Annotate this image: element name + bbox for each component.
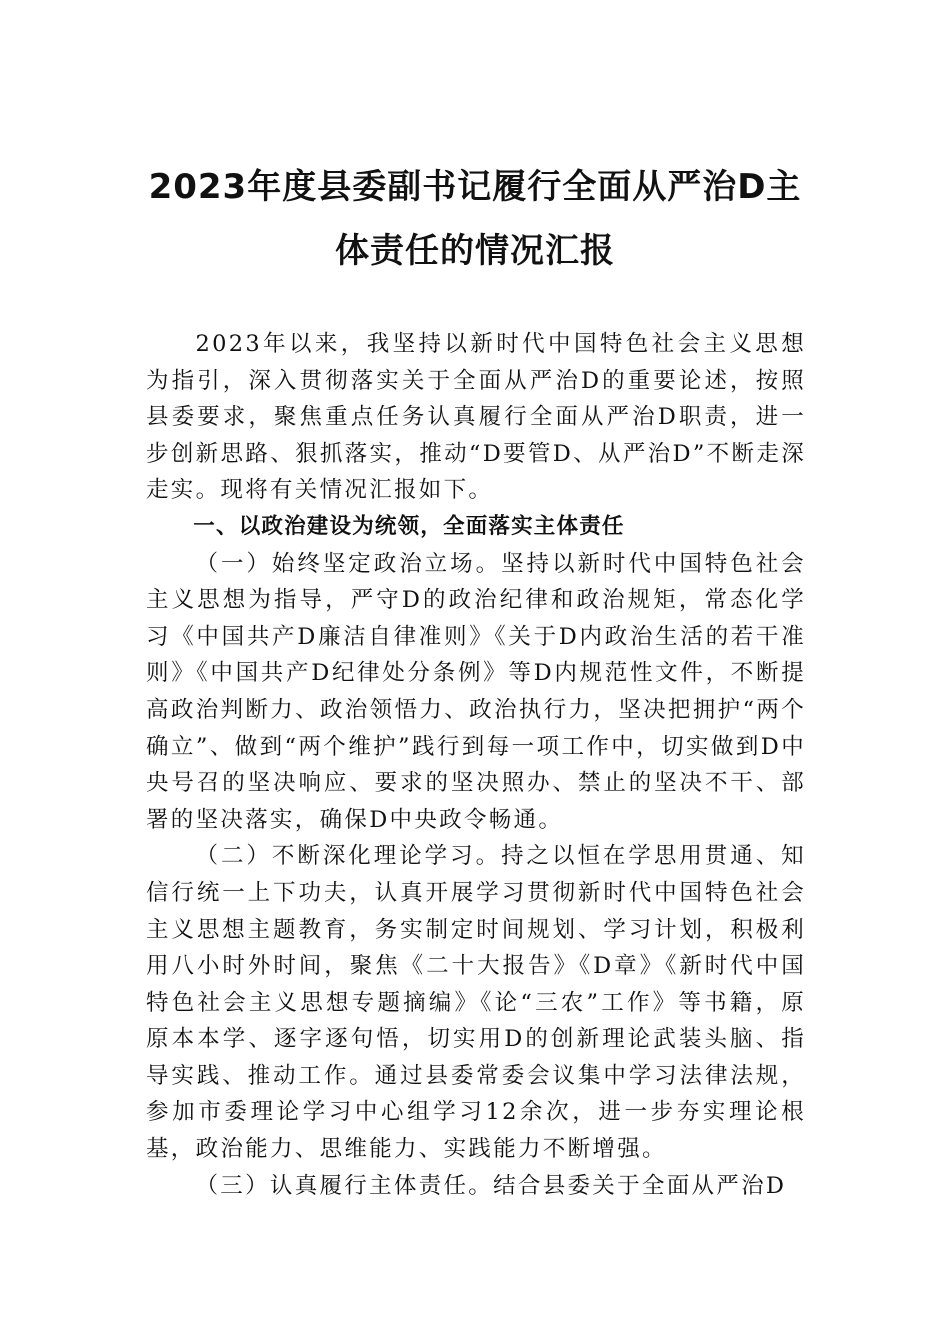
item-text-1: 坚持以新时代中国特色社会主义思想为指导，严守D的政治纪律和政治规矩，常态化学习《中国共产D廉洁自律准则》《关于D内政治生活的若干准则》《中国共产D纪律处分条例》等D内规范性文件，不断提高政治判断力、政治领悟力、政治执行力，坚决把拥护“两个确立”、做到“两个维护”践行到每一项工作中，切实做到D中央号召的坚决响应、要求的坚决照办、禁止的坚决不干、部署的坚决落实，确保D中央政令畅通。 <box>146 550 806 833</box>
item-paragraph-3 <box>146 1168 806 1205</box>
item-paragraph-1 <box>146 546 806 839</box>
item-lead-2: （二）不断深化理论学习。 <box>195 843 502 870</box>
section-heading-1: 一、以政治建设为统领，全面落实主体责任 <box>193 513 625 539</box>
item-text-2: 持之以恒在学思用贯通、知信行统一上下功夫，认真开展学习贯彻新时代中国特色社会主义思想主题教育，务实制定时间规划、学习计划，积极利用八小时外时间，聚焦《二十大报告》《D章》《新时代中国特色社会主义思想专题摘编》《论“三农”工作》等书籍，原原本本学、逐字逐句悟，切实用D的创新理论武装头脑、指导实践、推动工作。通过县委常委会议集中学习法律法规，参加市委理论学习中心组学习12余次，进一步夯实理论根基，政治能力、思维能力、实践能力不断增强。 <box>146 843 806 1163</box>
intro-paragraph: 2023年以来，我坚持以新时代中国特色社会主义思想为指引，深入贯彻落实关于全面从严治D的重要论述，按照县委要求，聚焦重点任务认真履行全面从严治D职责，进一步创新思路、狠抓落实，推动“D要管D、从严治D”不断走深走实。现将有关情况汇报如下。 <box>146 331 806 504</box>
item-text-3: 结合县委关于全面从严治D <box>493 1172 787 1199</box>
item-lead-3: （三）认真履行主体责任。 <box>195 1172 494 1199</box>
document-title-line-1: 2023年度县委副书记履行全面从严治D主 <box>148 167 802 207</box>
item-paragraph-2 <box>146 838 806 1167</box>
item-lead-1: （一）始终坚定政治立场。 <box>195 550 502 577</box>
document-title-line-2: 体责任的情况汇报 <box>335 231 615 271</box>
document-body <box>146 326 806 1204</box>
